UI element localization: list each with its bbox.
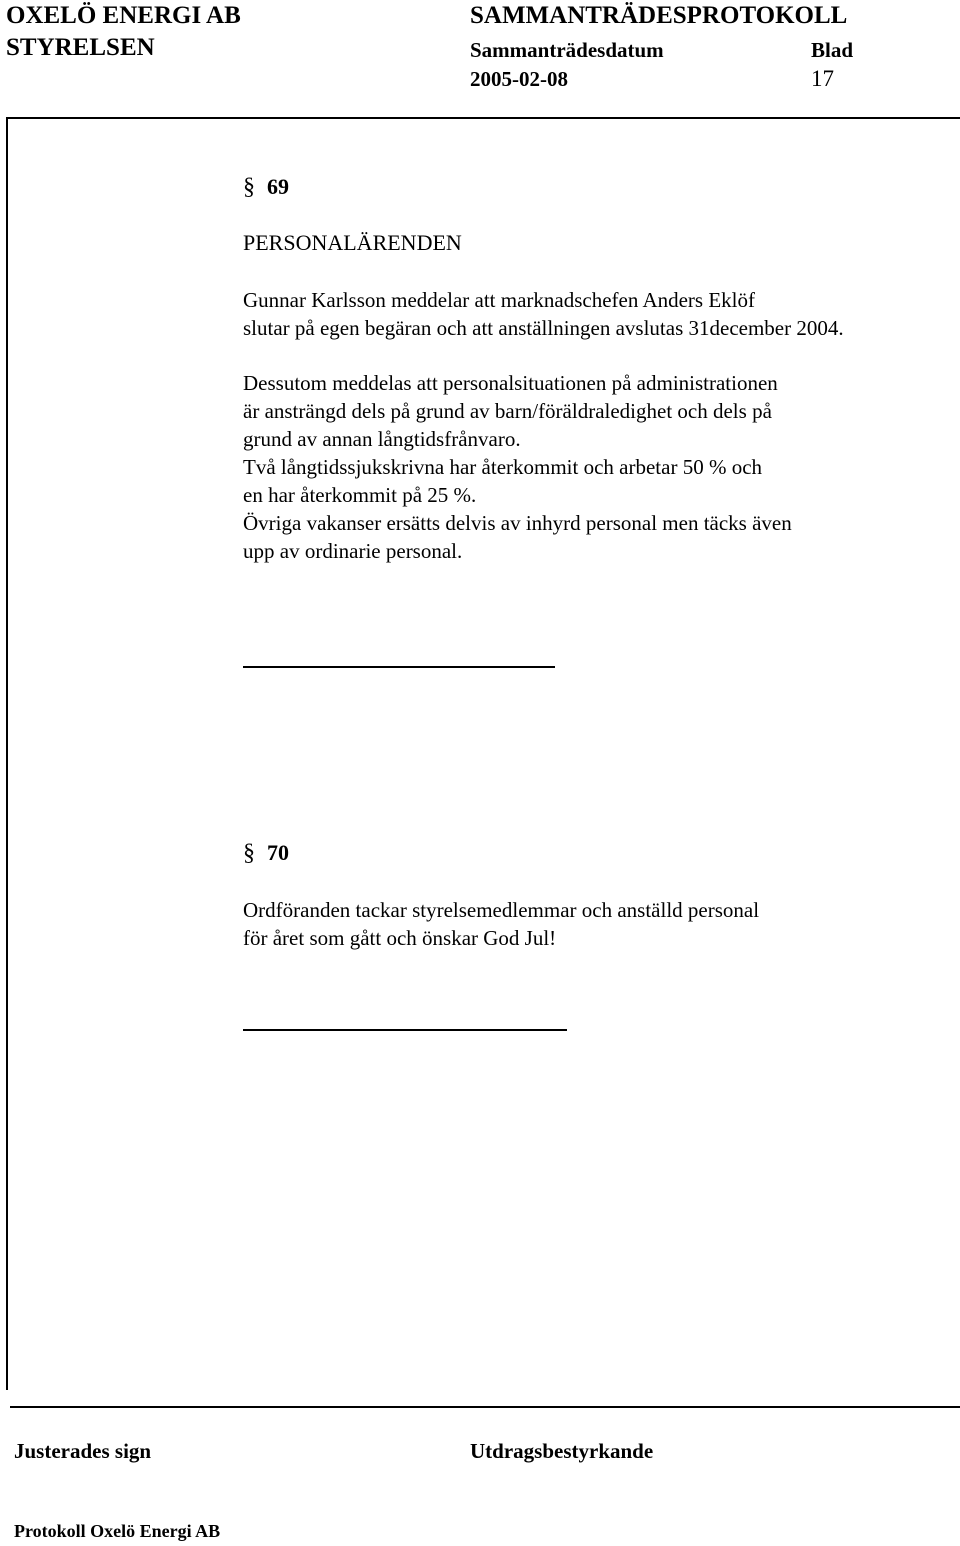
left-margin-rule: [6, 118, 8, 1390]
section-sign: §: [243, 174, 255, 200]
page-label: Blad: [811, 38, 854, 62]
section-sign: §: [243, 840, 255, 866]
board-name: STYRELSEN: [6, 34, 155, 61]
section-number: 70: [267, 840, 289, 865]
section-divider: [243, 1029, 567, 1031]
text-line: slutar på egen begäran och att anställningen avslutas 31december 2004.: [243, 316, 844, 340]
section-69-heading: [243, 174, 289, 201]
text-line: Övriga vakanser ersätts delvis av inhyrd personal men täcks även: [243, 511, 792, 535]
header-rule: [6, 117, 960, 119]
adjusted-signature-label: Justerades sign: [14, 1439, 152, 1463]
section-number: 69: [267, 174, 289, 199]
extract-certification-label: Utdragsbestyrkande: [470, 1439, 654, 1463]
text-line: är ansträngd dels på grund av barn/föräldraledighet och dels på: [243, 399, 772, 423]
document-type: SAMMANTRÄDESPROTOKOLL: [470, 2, 848, 29]
meeting-date: 2005-02-08: [470, 67, 568, 91]
text-line: för året som gått och önskar God Jul!: [243, 926, 557, 950]
footer-rule: [10, 1406, 960, 1408]
text-line: upp av ordinarie personal.: [243, 539, 463, 563]
section-69-title: PERSONALÄRENDEN: [243, 230, 462, 255]
protocol-footer: Protokoll Oxelö Energi AB: [14, 1521, 221, 1541]
text-line: Dessutom meddelas att personalsituationen på administrationen: [243, 371, 778, 395]
section-70-paragraph: [243, 896, 759, 952]
text-line: grund av annan långtidsfrånvaro.: [243, 427, 521, 451]
text-line: en har återkommit på 25 %.: [243, 483, 477, 507]
org-name: OXELÖ ENERGI AB: [6, 2, 241, 29]
section-69-paragraph-1: [243, 286, 844, 342]
text-line: Gunnar Karlsson meddelar att marknadschefen Anders Eklöf: [243, 288, 755, 312]
text-line: Ordföranden tackar styrelsemedlemmar och anställd personal: [243, 898, 760, 922]
section-69-paragraph-2: [243, 369, 792, 565]
date-label: Sammanträdesdatum: [470, 38, 664, 62]
section-divider: [243, 666, 555, 668]
page-number: 17: [811, 66, 834, 91]
text-line: Två långtidssjukskrivna har återkommit och arbetar 50 % och: [243, 455, 763, 479]
section-70-heading: [243, 840, 289, 867]
